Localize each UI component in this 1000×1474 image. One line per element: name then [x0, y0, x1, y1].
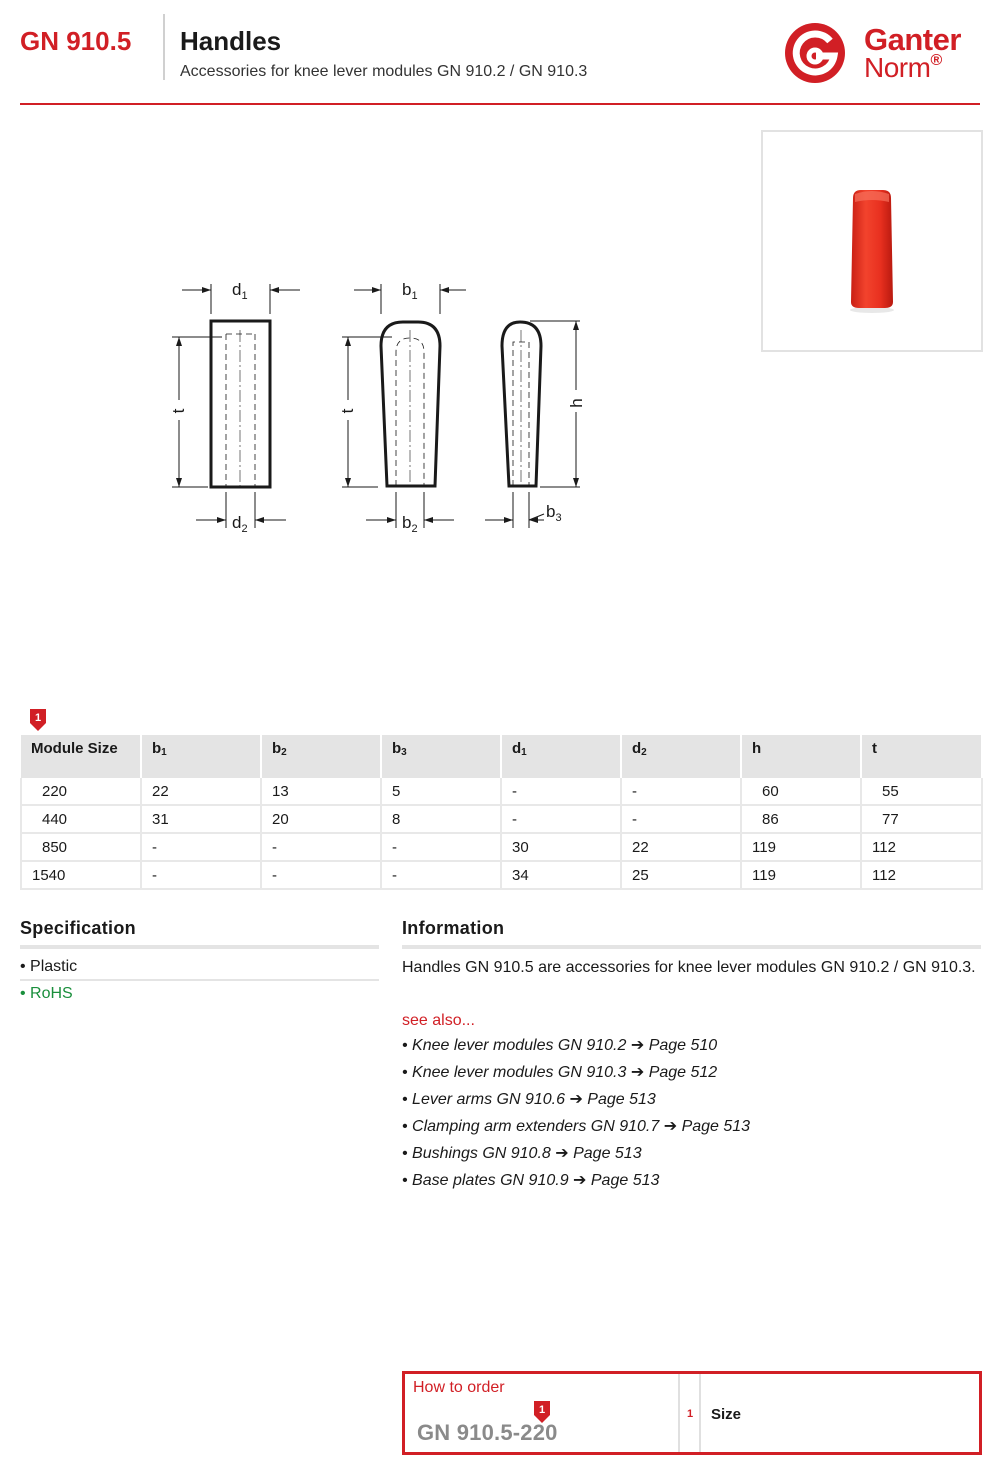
label-d2: $d_2$	[232, 513, 248, 535]
page-subtitle: Accessories for knee lever modules GN 910.2 / GN 910.3	[180, 63, 588, 80]
header-d2: $d_2$	[621, 735, 741, 778]
order-marker-icon	[534, 1401, 550, 1421]
table-row	[21, 833, 982, 861]
page-title: Handles	[180, 26, 282, 56]
cell-d1: 30	[501, 833, 621, 861]
cell-module-size: 1540	[21, 861, 141, 889]
svg-text:1: 1	[34, 712, 42, 724]
cell-b1: 31	[141, 805, 261, 833]
cell-d2: -	[621, 778, 741, 805]
header-separator	[163, 14, 165, 80]
header-d1: $d_1$	[501, 735, 621, 778]
cell-t: 55	[861, 778, 982, 805]
label-d1: $d_1$	[232, 280, 248, 302]
specification-title: Specification	[20, 918, 136, 938]
cell-b1: -	[141, 861, 261, 889]
cell-d1: 34	[501, 861, 621, 889]
header-b3: $b_3$	[381, 735, 501, 778]
spec-divider	[20, 979, 379, 981]
see-also-link[interactable]: • Clamping arm extenders GN 910.7 ➔ Page 513	[402, 1118, 751, 1135]
how-to-order-box	[402, 1371, 982, 1455]
technical-drawing	[160, 270, 600, 545]
cell-d1: -	[501, 805, 621, 833]
label-b2: $b_2$	[402, 513, 418, 535]
table-marker-icon	[30, 709, 46, 729]
cell-b1: 22	[141, 778, 261, 805]
dimensions-table	[20, 735, 983, 890]
order-size-label: Size	[711, 1406, 742, 1423]
product-code: GN 910.5	[20, 26, 132, 56]
ganter-norm-logo	[782, 20, 982, 86]
cell-d2: -	[621, 805, 741, 833]
spec-item-rohs: • RoHS	[20, 985, 73, 1002]
order-index: 1	[687, 1408, 694, 1420]
see-also-list	[402, 1034, 750, 1196]
cell-h: 119	[741, 861, 861, 889]
cell-b1: -	[141, 833, 261, 861]
label-b3: $b_3$	[546, 502, 562, 524]
cell-b3: -	[381, 861, 501, 889]
order-divider	[678, 1374, 680, 1452]
label-h: h	[567, 398, 586, 408]
label-b1: $b_1$	[402, 280, 418, 302]
header-b1: $b_1$	[141, 735, 261, 778]
cell-t: 112	[861, 861, 982, 889]
product-photo	[761, 130, 983, 352]
see-also-link[interactable]: • Knee lever modules GN 910.2 ➔ Page 510	[402, 1037, 718, 1054]
logo-text-ganter: Ganter	[864, 22, 961, 57]
cell-t: 77	[861, 805, 982, 833]
order-divider	[699, 1374, 701, 1452]
cell-b2: -	[261, 861, 381, 889]
cell-module-size: 440	[21, 805, 141, 833]
header-module-size: Module Size	[21, 735, 141, 778]
specification-rule	[20, 945, 379, 949]
cell-module-size: 220	[21, 778, 141, 805]
header-h: h	[741, 735, 861, 778]
table-header-row	[21, 735, 982, 778]
table-row	[21, 778, 982, 805]
table-row	[21, 805, 982, 833]
see-also-link[interactable]: • Lever arms GN 910.6 ➔ Page 513	[402, 1091, 656, 1108]
information-text: Handles GN 910.5 are accessories for knee lever modules GN 910.2 / GN 910.3.	[402, 959, 976, 976]
cell-module-size: 850	[21, 833, 141, 861]
spec-item-plastic: • Plastic	[20, 958, 78, 975]
cell-d1: -	[501, 778, 621, 805]
cell-b2: -	[261, 833, 381, 861]
header-rule	[20, 103, 980, 105]
cell-b3: -	[381, 833, 501, 861]
logo-mark-icon	[782, 20, 852, 86]
header-b2: $b_2$	[261, 735, 381, 778]
svg-text:1: 1	[538, 1404, 546, 1416]
label-t-middle: t	[338, 408, 357, 414]
table-row	[21, 861, 982, 889]
header-t: t	[861, 735, 982, 778]
see-also-link[interactable]: • Knee lever modules GN 910.3 ➔ Page 512	[402, 1064, 718, 1081]
see-also-link[interactable]: • Bushings GN 910.8 ➔ Page 513	[402, 1145, 642, 1162]
logo-text-norm: Norm®	[864, 52, 942, 83]
cell-t: 112	[861, 833, 982, 861]
cell-b2: 13	[261, 778, 381, 805]
cell-h: 60	[741, 778, 861, 805]
cell-b3: 8	[381, 805, 501, 833]
cell-h: 86	[741, 805, 861, 833]
see-also-link[interactable]: • Base plates GN 910.9 ➔ Page 513	[402, 1172, 660, 1189]
information-rule	[402, 945, 981, 949]
cell-b2: 20	[261, 805, 381, 833]
handle-photo-image	[763, 132, 981, 350]
cell-d2: 22	[621, 833, 741, 861]
see-also-label: see also...	[402, 1012, 475, 1029]
cell-h: 119	[741, 833, 861, 861]
how-to-order-title: How to order	[413, 1379, 505, 1396]
information-title: Information	[402, 918, 505, 938]
order-code: GN 910.5-220	[417, 1420, 558, 1445]
label-t-left: t	[169, 408, 188, 414]
cell-d2: 25	[621, 861, 741, 889]
cell-b3: 5	[381, 778, 501, 805]
